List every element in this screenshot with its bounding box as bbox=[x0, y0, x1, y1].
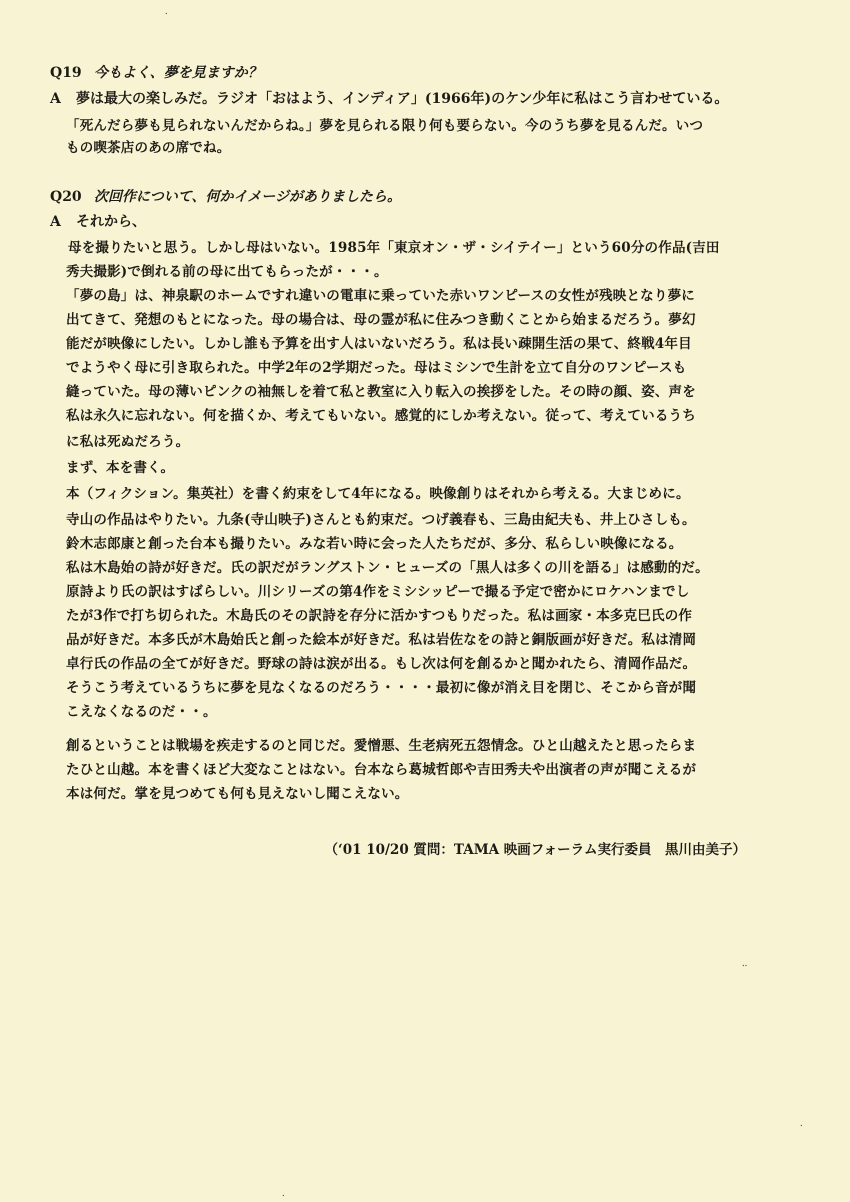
question-text: 次回作について、何かイメージがありましたら。 bbox=[94, 189, 402, 205]
question-q19 bbox=[50, 62, 262, 82]
paragraph-line: 創るということは戦場を疾走するのと同じだ。愛憎悪、生老病死五怨情念。ひと山越えたと思ったらま bbox=[66, 738, 697, 754]
question-text: 今もよく、夢を見ますか？ bbox=[94, 65, 262, 81]
paragraph-line: 能だが映像にしたい。しかし誰も予算を出す人はいないだろう。私は長い疎開生活の果て、終戦4年目 bbox=[66, 336, 692, 352]
scan-speck: ⸱ bbox=[282, 1191, 285, 1202]
paragraph-line: 母を撮りたいと思う。しかし母はいない。1985年「東京オン・ザ・シイテイー」という60分の作品(吉田 bbox=[68, 240, 720, 256]
answer-q19-first-line bbox=[50, 88, 728, 108]
paragraph-line: 縫っていた。母の薄いピンクの袖無しを着て私と教室に入り転入の挨拶をした。その時の顔、姿、声を bbox=[66, 384, 696, 400]
paragraph-line: 原詩より氏の訳はすばらしい。川シリーズの第4作をミシシッピーで撮る予定で密かにロケハンまでし bbox=[66, 584, 690, 600]
paragraph-line: でようやく母に引き取られた。中学2年の2学期だった。母はミシンで生計を立て自分のワンピースも bbox=[66, 360, 687, 376]
paragraph-line: 寺山の作品はやりたい。九条(寺山映子)さんとも約束だ。つげ義春も、三島由紀夫も、井上ひさしも。 bbox=[66, 512, 696, 528]
scan-speck: ⸱ bbox=[165, 9, 168, 20]
paragraph-line: 「死んだら夢も見られないんだからね。」夢を見られる限り何も要らない。今のうち夢を見るんだ。いつ bbox=[66, 118, 704, 134]
paragraph-line: に私は死ぬだろう。 bbox=[66, 434, 190, 450]
paragraph-line: 本は何だ。掌を見つめても何も見えないし聞こえない。 bbox=[66, 786, 409, 802]
answer-q20-first-line bbox=[50, 211, 146, 231]
paragraph-line: 「夢の島」は、神泉駅のホームですれ違いの電車に乗っていた赤いワンピースの女性が残映となり夢に bbox=[66, 288, 695, 304]
paragraph-line: 品が好きだ。本多氏が木島始氏と創った絵本が好きだ。私は岩佐なをの詩と銅版画が好きだ。私は清岡 bbox=[66, 632, 697, 648]
question-number: Q20 bbox=[50, 189, 82, 205]
paragraph-line: それから、 bbox=[76, 214, 146, 230]
paragraph-line: 出てきて、発想のもとになった。母の場合は、母の霊が私に住みつき動くことから始まるだろう。夢幻 bbox=[66, 312, 696, 328]
paragraph-line: そうこう考えているうちに夢を見なくなるのだろう・・・・最初に像が消え目を閉じ、そこから音が聞 bbox=[66, 680, 697, 696]
paragraph-line: こえなくなるのだ・・。 bbox=[66, 704, 217, 720]
paragraph-line: たひと山越。本を書くほど大変なことはない。台本なら葛城哲郎や吉田秀夫や出演者の声が聞こえるが bbox=[66, 762, 697, 778]
paragraph-line: 夢は最大の楽しみだ。ラジオ「おはよう、インディア」(1966年)のケン少年に私はこう言わせている。 bbox=[76, 91, 729, 107]
signature-line: （‘01 10/20 質問：TAMA 映画フォーラム実行委員 黒川由美子） bbox=[324, 842, 746, 858]
paragraph-line: 私は永久に忘れない。何を描くか、考えてもいない。感覚的にしか考えない。従って、考えているうち bbox=[66, 408, 696, 424]
answer-mark: A bbox=[50, 214, 61, 230]
paragraph-line: まず、本を書く。 bbox=[66, 460, 175, 476]
paragraph-line: もの喫茶店のあの席でね。 bbox=[66, 140, 231, 156]
paragraph-line: 秀夫撮影)で倒れる前の母に出てもらったが・・・。 bbox=[66, 264, 388, 280]
paragraph-line: 本（フィクション。集英社）を書く約束をして4年になる。映像創りはそれから考える。大まじめに。 bbox=[66, 486, 690, 502]
paragraph-line: 鈴木志郎康と創った台本も撮りたい。みな若い時に会った人たちだが、多分、私らしい映像になる。 bbox=[66, 536, 683, 552]
paragraph-line: 卓行氏の作品の全てが好きだ。野球の詩は涙が出る。もし次は何を創るかと聞かれたら、清岡作品だ。 bbox=[66, 656, 697, 672]
question-number: Q19 bbox=[50, 65, 82, 81]
paragraph-line: たが3作で打ち切られた。木島氏のその訳詩を存分に活かすつもりだった。私は画家・本多克巳氏の作 bbox=[66, 608, 693, 624]
scan-speck: ⸱⸱ bbox=[742, 961, 748, 972]
question-q20 bbox=[50, 186, 401, 206]
scan-speck: ⸱ bbox=[800, 1121, 803, 1132]
paragraph-line: 私は木島始の詩が好きだ。氏の訳だがラングストン・ヒューズの「黒人は多くの川を語る」は感動的だ。 bbox=[66, 560, 709, 576]
answer-mark: A bbox=[50, 91, 61, 107]
